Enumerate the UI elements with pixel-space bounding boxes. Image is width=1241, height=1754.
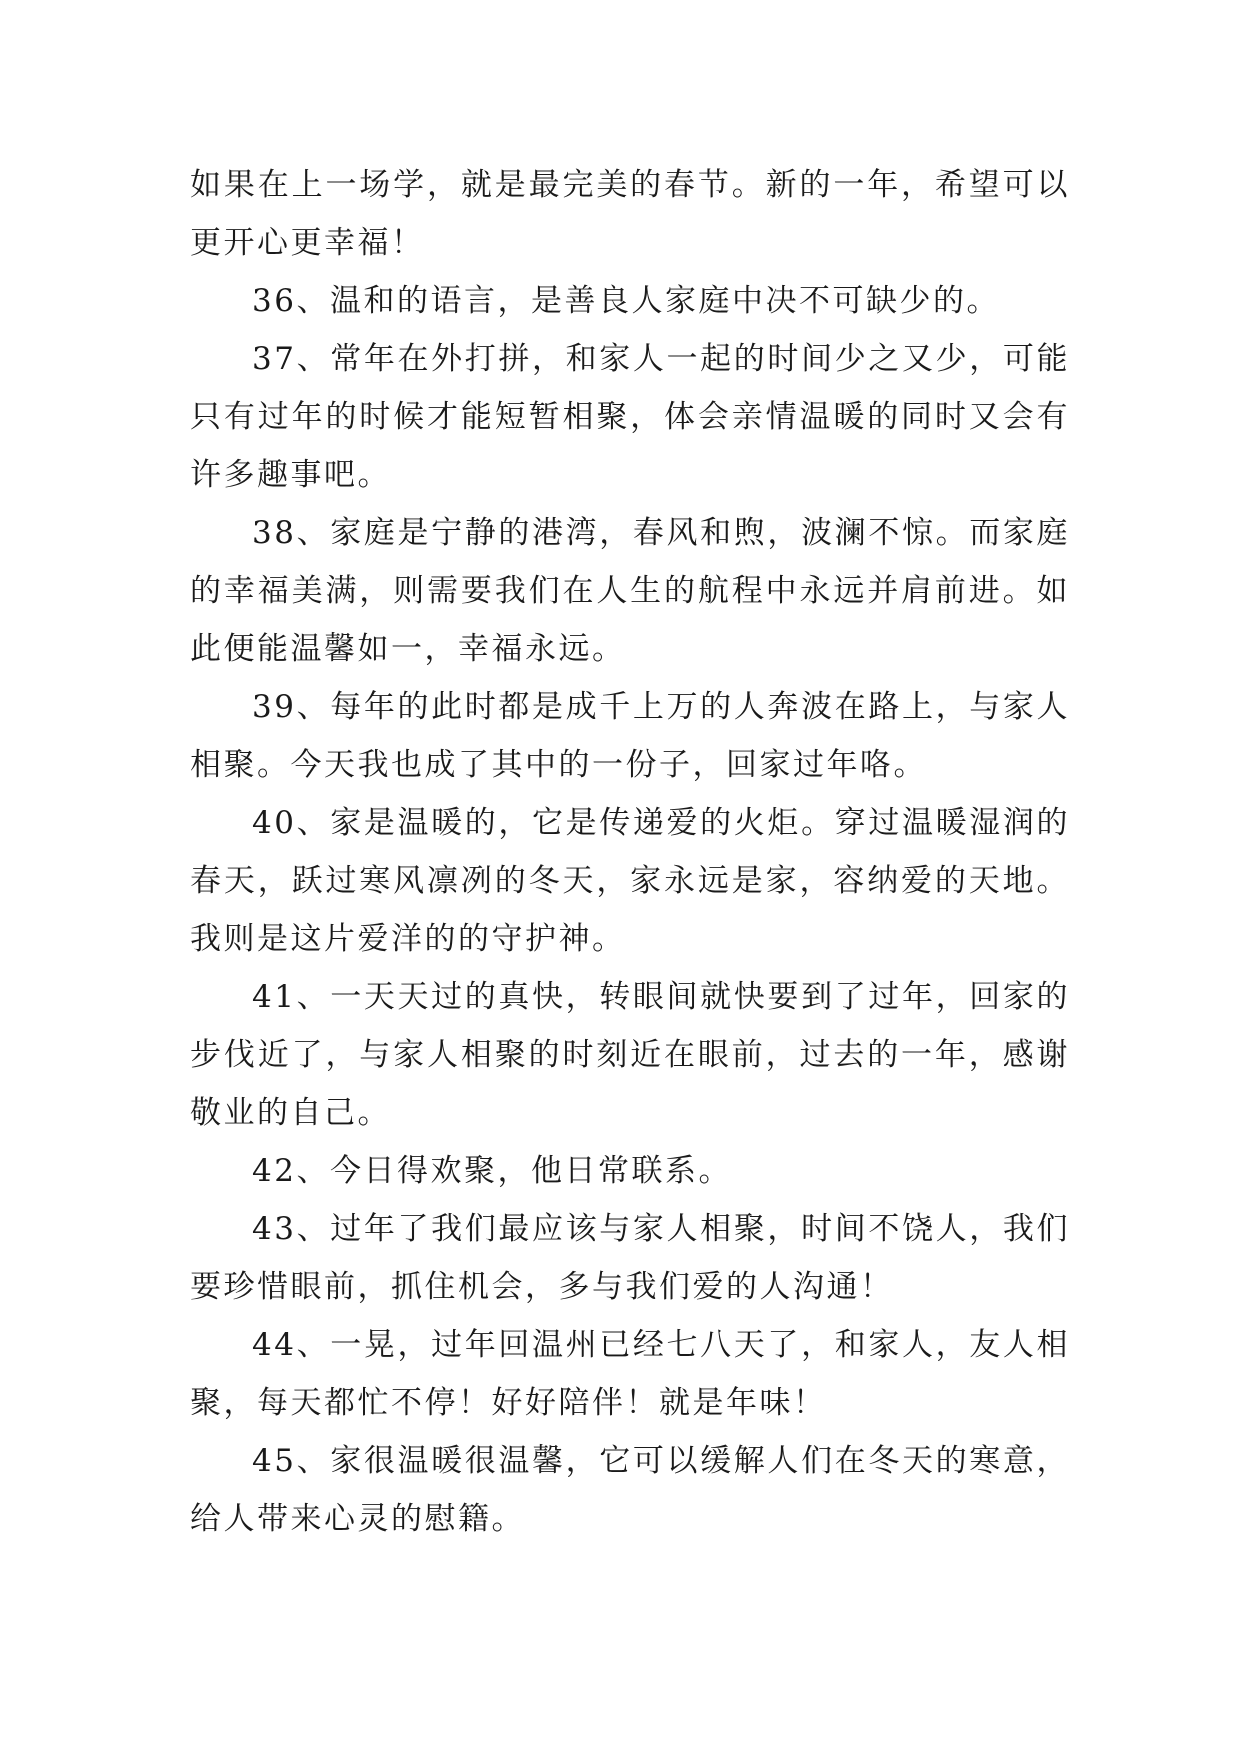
paragraph-39: 39、每年的此时都是成千上万的人奔波在路上，与家人相聚。今天我也成了其中的一份子，回家过年咯。: [190, 689, 1070, 783]
paragraph-41: 41、一天天过的真快，转眼间就快要到了过年，回家的步伐近了，与家人相聚的时刻近在眼前，过去的一年，感谢敬业的自己。: [190, 979, 1070, 1131]
paragraph-38: 38、家庭是宁静的港湾，春风和煦，波澜不惊。而家庭的幸福美满，则需要我们在人生的航程中永远并肩前进。如此便能温馨如一，幸福永远。: [190, 515, 1070, 667]
paragraph-43: 43、过年了我们最应该与家人相聚，时间不饶人，我们要珍惜眼前，抓住机会，多与我们爱的人沟通！: [190, 1211, 1070, 1305]
document-body: [190, 156, 1070, 1548]
paragraph-36: 36、温和的语言，是善良人家庭中决不可缺少的。: [252, 283, 1000, 319]
paragraph-40: 40、家是温暖的，它是传递爱的火炬。穿过温暖湿润的春天，跃过寒风凛冽的冬天，家永远是家，容纳爱的天地。我则是这片爱洋的的守护神。: [190, 805, 1070, 957]
paragraph-44: 44、一晃，过年回温州已经七八天了，和家人，友人相聚，每天都忙不停！好好陪伴！就是年味！: [190, 1327, 1070, 1421]
paragraph-42: 42、今日得欢聚，他日常联系。: [252, 1153, 732, 1189]
paragraph-continuation: 如果在上一场学，就是最完美的春节。新的一年，希望可以更开心更幸福！: [190, 167, 1070, 261]
paragraph-45: 45、家很温暖很温馨，它可以缓解人们在冬天的寒意，给人带来心灵的慰籍。: [190, 1443, 1070, 1537]
paragraph-37: 37、常年在外打拼，和家人一起的时间少之又少，可能只有过年的时候才能短暂相聚，体会亲情温暖的同时又会有许多趣事吧。: [190, 341, 1070, 493]
